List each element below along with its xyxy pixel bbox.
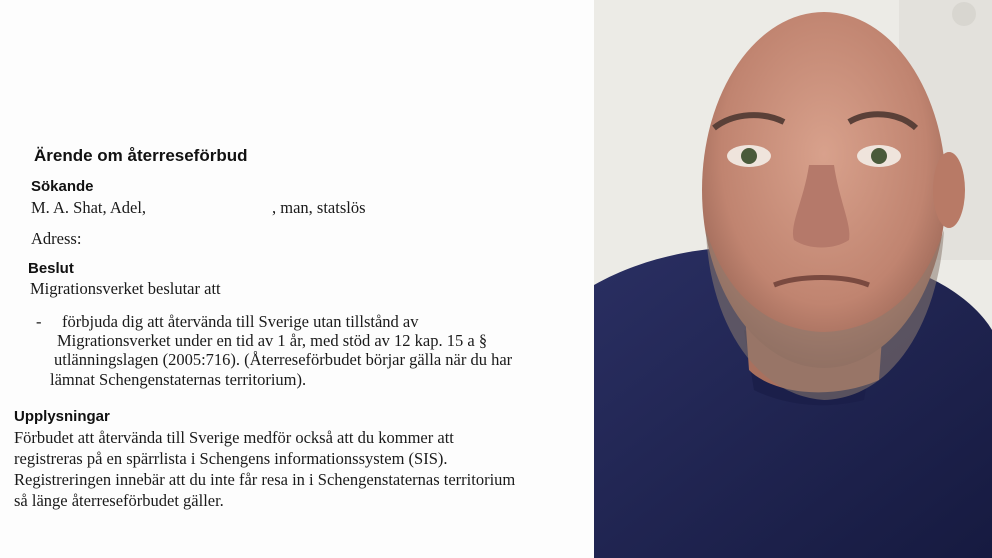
portrait-illustration <box>594 0 992 558</box>
info-line: så länge återreseförbudet gäller. <box>14 491 224 510</box>
decision-line: Migrationsverket under en tid av 1 år, med stöd av 12 kap. 15 a § <box>57 331 488 350</box>
bullet-dash: - <box>36 312 42 331</box>
info-heading: Upplysningar <box>14 408 110 425</box>
applicant-name: M. A. Shat, Adel, <box>31 198 147 217</box>
decision-line: lämnat Schengenstaternas territorium). <box>50 370 307 389</box>
wall-fixture <box>952 2 976 26</box>
decision-line: förbjuda dig att återvända till Sverige utan tillstånd av <box>62 312 419 331</box>
info-line: Registreringen innebär att du inte får resa in i Schengenstaternas territorium <box>14 470 516 489</box>
right-iris <box>871 148 887 164</box>
info-line: Förbudet att återvända till Sverige medför också att du kommer att <box>14 428 454 447</box>
decision-line: utlänningslagen (2005:716). (Återreseförbudet börjar gälla när du har <box>54 350 513 369</box>
decision-heading: Beslut <box>28 260 74 277</box>
left-iris <box>741 148 757 164</box>
applicant-details: , man, statslös <box>272 198 366 217</box>
document-title: Ärende om återreseförbud <box>34 146 248 165</box>
redacted-field <box>162 200 272 216</box>
ear <box>933 152 965 228</box>
decision-intro: Migrationsverket beslutar att <box>30 279 221 298</box>
applicant-heading: Sökande <box>31 178 94 195</box>
info-line: registreras på en spärrlista i Schengens informationssystem (SIS). <box>14 449 448 468</box>
address-label: Adress: <box>31 229 82 248</box>
portrait-photo <box>594 0 992 558</box>
